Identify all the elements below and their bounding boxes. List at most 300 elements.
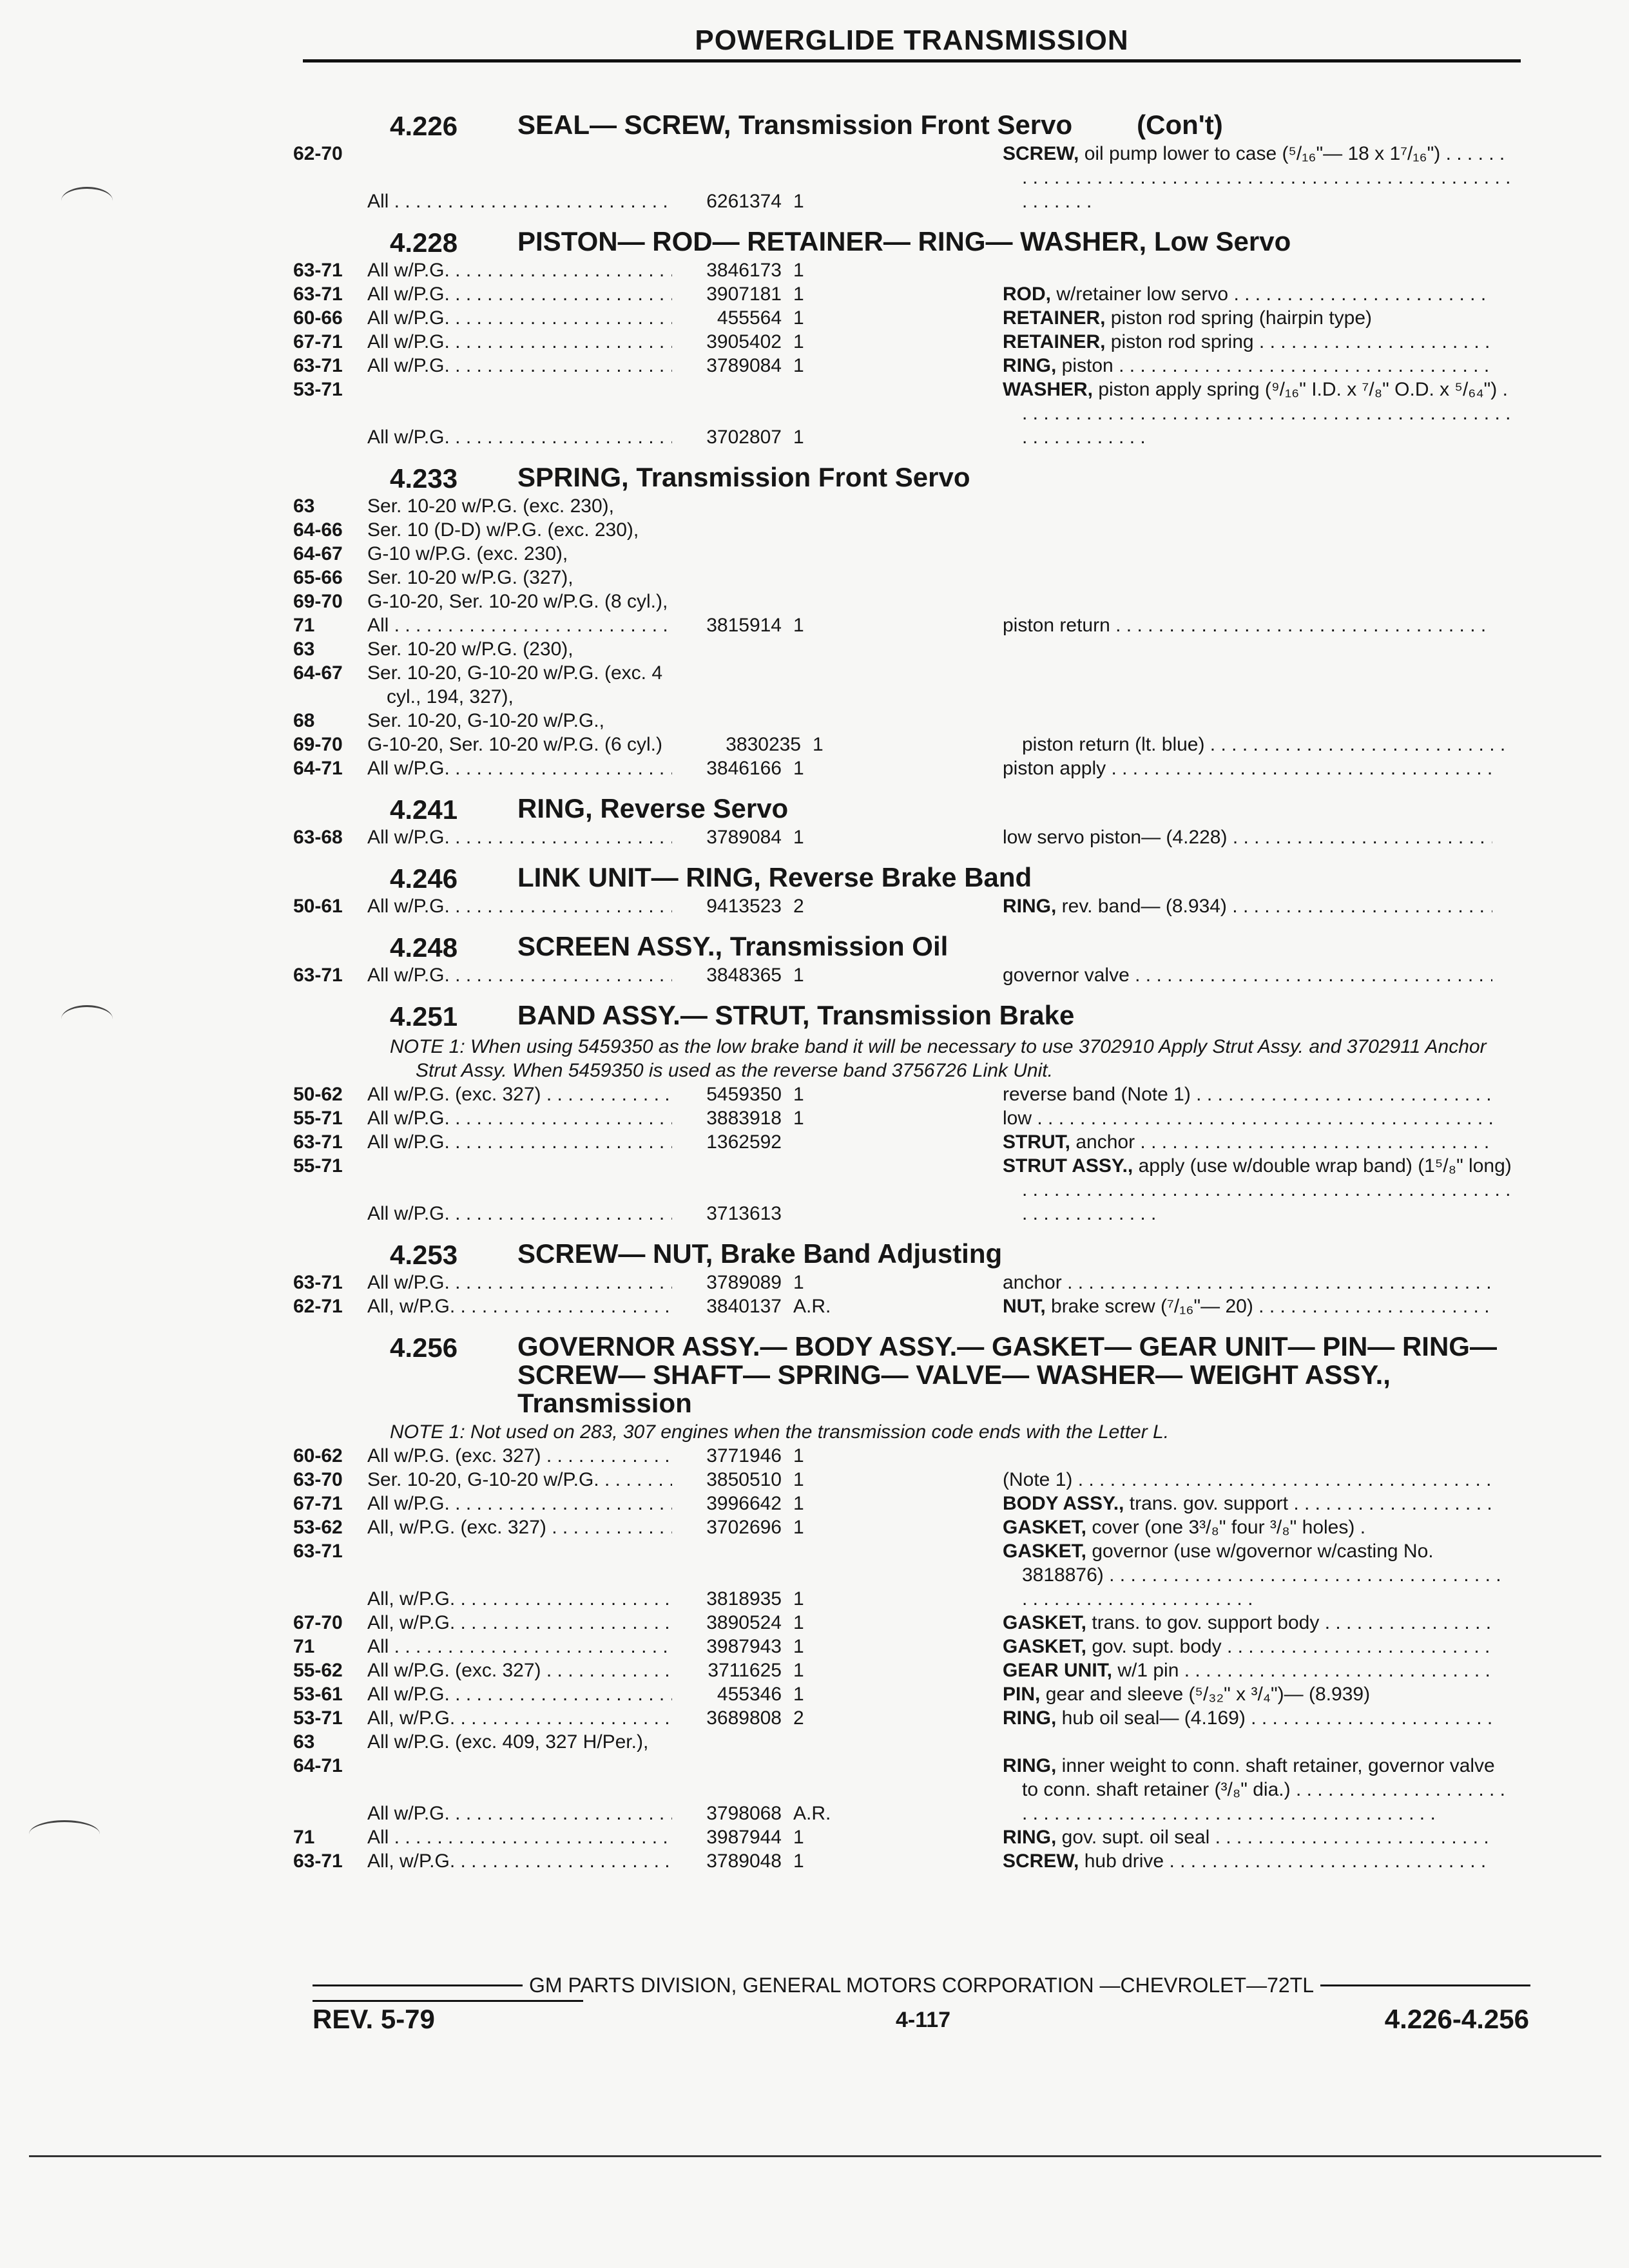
model-year: 64-71 — [293, 758, 343, 779]
part-row — [293, 963, 1530, 987]
part-row — [293, 1539, 1530, 1611]
part-keyword: WASHER, — [1003, 379, 1094, 400]
part-row — [293, 1444, 1530, 1468]
model-year: 50-62 — [293, 1084, 343, 1105]
model-year: 67-70 — [293, 1612, 343, 1633]
model-year: 63 — [293, 1731, 315, 1753]
part-keyword: RING, — [1003, 1755, 1057, 1776]
quantity: 1 — [793, 191, 804, 212]
section-number: 4.228 — [390, 227, 458, 258]
part-number: 3846166 — [706, 758, 782, 779]
part-keyword: RETAINER, — [1003, 331, 1106, 352]
part-detail: apply (use w/double wrap band) (1⁵/₈" long) — [1133, 1155, 1512, 1177]
model-applicability: All w/P.G. . . . — [367, 894, 672, 918]
part-row — [293, 1515, 1530, 1539]
part-row — [293, 613, 1530, 637]
part-number: 6261374 — [706, 191, 782, 212]
section-title-text: SEAL— SCREW, Transmission Front Servo — [517, 110, 1073, 140]
continued-label: (Con't) — [1137, 110, 1223, 140]
quantity: 1 — [793, 965, 804, 986]
section-number: 4.256 — [390, 1332, 458, 1363]
model-year: 63-70 — [293, 1469, 343, 1490]
section-heading — [293, 111, 1530, 142]
part-row — [293, 894, 1530, 918]
quantity: 1 — [793, 1445, 804, 1466]
model-applicability: All w/P.G. . . . — [367, 1802, 672, 1825]
part-description — [848, 1754, 1512, 1825]
quantity: 1 — [793, 1517, 804, 1538]
model-year: 50-61 — [293, 896, 343, 917]
model-year: 71 — [293, 615, 315, 636]
quantity: 1 — [793, 1084, 804, 1105]
part-detail: trans. to gov. support body — [1086, 1612, 1320, 1633]
model-year: 64-71 — [293, 1755, 343, 1776]
part-number: 3702696 — [706, 1517, 782, 1538]
model-year: 55-71 — [293, 1155, 343, 1177]
part-description — [848, 1658, 1492, 1682]
part-number: 3905402 — [706, 331, 782, 352]
model-year: 63 — [293, 639, 315, 660]
model-applicability: G-10 w/P.G. (exc. 230), — [367, 543, 568, 564]
page-header — [303, 24, 1521, 62]
model-year: 62-70 — [293, 143, 343, 164]
part-row — [293, 661, 1530, 709]
part-row — [293, 733, 1530, 756]
part-number: 3883918 — [706, 1108, 782, 1129]
model-applicability: All, w/P.G. . . . — [367, 1706, 672, 1730]
part-detail: gear and sleeve (⁵/₃₂" x ³/₄")— (8.939) — [1040, 1684, 1371, 1705]
page-title: POWERGLIDE TRANSMISSION — [695, 24, 1129, 56]
model-applicability: All w/P.G. . . . — [367, 425, 672, 449]
part-detail: oil pump lower to case (⁵/₁₆"— 18 x 1⁷/₁₆") — [1079, 143, 1441, 164]
model-year: 53-71 — [293, 1707, 343, 1729]
model-year: 63-71 — [293, 260, 343, 281]
part-row — [293, 494, 1530, 518]
part-description — [848, 1492, 1492, 1515]
model-applicability: All . . . — [367, 613, 672, 637]
part-row — [293, 1271, 1530, 1294]
section-title-text: PISTON— ROD— RETAINER— RING— WASHER, Low Servo — [517, 226, 1291, 256]
part-number: 455564 — [717, 307, 782, 329]
part-row — [293, 258, 1530, 282]
part-description — [848, 1539, 1512, 1611]
part-number: 3689808 — [706, 1707, 782, 1729]
part-detail: anchor — [1070, 1131, 1135, 1153]
part-row — [293, 1658, 1530, 1682]
part-number: 3789084 — [706, 355, 782, 376]
part-number: 3996642 — [706, 1493, 782, 1514]
part-number: 3713613 — [706, 1203, 782, 1224]
model-applicability: All, w/P.G. . . . — [367, 1587, 672, 1611]
model-applicability: All w/P.G. . . . — [367, 1492, 672, 1515]
part-keyword: STRUT, — [1003, 1131, 1070, 1153]
model-year: 63-71 — [293, 965, 343, 986]
quantity: 1 — [793, 1850, 804, 1872]
part-description — [848, 1106, 1492, 1130]
part-number: 5459350 — [706, 1084, 782, 1105]
model-applicability: Ser. 10-20, G-10-20 w/P.G. . . . — [367, 1468, 672, 1492]
part-number: 3771946 — [706, 1445, 782, 1466]
section-title — [517, 1332, 1513, 1418]
model-applicability: All . . . — [367, 1635, 672, 1658]
model-applicability: All, w/P.G. . . . — [367, 1611, 672, 1635]
section-number: 4.233 — [390, 463, 458, 494]
part-description — [848, 613, 1492, 637]
part-detail: inner weight to conn. shaft retainer, governor valve to conn. shaft retainer (³/₈" dia.) — [1022, 1755, 1495, 1800]
part-row — [293, 1706, 1530, 1730]
quantity: 1 — [793, 1588, 804, 1610]
footer-publisher: GM PARTS DIVISION, GENERAL MOTORS CORPORATION —CHEVROLET—72TL — [529, 1974, 1314, 1997]
part-description — [848, 354, 1492, 378]
section-heading — [293, 1240, 1530, 1271]
model-applicability: Ser. 10-20 w/P.G. (327), — [367, 567, 574, 588]
model-applicability: Ser. 10-20 w/P.G. (230), — [367, 639, 574, 660]
binder-mark — [61, 1005, 113, 1033]
section-number: 4.248 — [390, 932, 458, 963]
part-detail: piston rod spring (hairpin type) — [1105, 307, 1372, 329]
model-applicability: All w/P.G. . . . — [367, 1130, 672, 1154]
section-heading — [293, 1001, 1530, 1032]
quantity: 1 — [793, 758, 804, 779]
quantity: 1 — [793, 1469, 804, 1490]
model-year: 60-66 — [293, 307, 343, 329]
quantity: 1 — [793, 1612, 804, 1633]
part-number: 3789084 — [706, 827, 782, 848]
model-year: 63-71 — [293, 1131, 343, 1153]
part-row — [293, 709, 1530, 733]
part-description — [848, 1082, 1492, 1106]
part-row — [293, 1294, 1530, 1318]
part-number: 3830235 — [726, 734, 801, 755]
model-applicability: All w/P.G. . . . — [367, 756, 672, 780]
part-row — [293, 1106, 1530, 1130]
parts-catalog — [293, 111, 1530, 1873]
part-detail: piston return — [1003, 615, 1110, 636]
quantity: 1 — [793, 1660, 804, 1681]
section-range: 4.226-4.256 — [1384, 2004, 1529, 2034]
part-row — [293, 1611, 1530, 1635]
model-year: 69-70 — [293, 734, 343, 755]
model-year: 63-71 — [293, 1272, 343, 1293]
model-applicability: All . . . — [367, 1825, 672, 1849]
part-row — [293, 1154, 1530, 1225]
model-year: 67-71 — [293, 331, 343, 352]
quantity: 1 — [793, 284, 804, 305]
section-title — [517, 1240, 1513, 1268]
part-detail: w/retainer low servo — [1051, 284, 1229, 305]
part-description — [848, 1130, 1492, 1154]
part-detail: cover (one 3³/₈" four ³/₈" holes) . — [1086, 1517, 1366, 1538]
quantity: 1 — [793, 427, 804, 448]
part-description — [848, 142, 1512, 213]
part-number: 3850510 — [706, 1469, 782, 1490]
part-description — [848, 1849, 1492, 1873]
part-detail: (Note 1) — [1003, 1469, 1073, 1490]
part-detail: rev. band— (8.934) — [1056, 896, 1227, 917]
model-year: 63-71 — [293, 1850, 343, 1872]
quantity: 1 — [813, 734, 824, 755]
part-description — [848, 330, 1492, 354]
part-keyword: BODY ASSY., — [1003, 1493, 1124, 1514]
model-year: 71 — [293, 1827, 315, 1848]
bottom-rule — [29, 2155, 1601, 2157]
section-title — [517, 111, 1513, 139]
model-year: 63-71 — [293, 284, 343, 305]
part-row — [293, 1635, 1530, 1658]
model-year: 63-71 — [293, 355, 343, 376]
part-detail: gov. supt. body — [1086, 1636, 1222, 1657]
quantity: 1 — [793, 827, 804, 848]
model-applicability: All w/P.G. . . . — [367, 306, 672, 330]
model-year: 68 — [293, 710, 315, 731]
part-description — [848, 1682, 1492, 1706]
part-number: 3702807 — [706, 427, 782, 448]
model-applicability: All w/P.G. (exc. 409, 327 H/Per.), — [367, 1731, 649, 1753]
part-detail: governor (use w/governor w/casting No. 3818876) — [1022, 1541, 1434, 1586]
model-year: 55-62 — [293, 1660, 343, 1681]
section-title-text: BAND ASSY.— STRUT, Transmission Brake — [517, 1000, 1075, 1030]
section-title — [517, 794, 1513, 823]
model-applicability: All, w/P.G. . . . — [367, 1849, 672, 1873]
quantity: 1 — [793, 1827, 804, 1848]
quantity: 1 — [793, 260, 804, 281]
part-description — [848, 1271, 1492, 1294]
model-year: 53-61 — [293, 1684, 343, 1705]
model-year: 65-66 — [293, 567, 343, 588]
quantity: 1 — [793, 615, 804, 636]
rev-rule — [313, 2000, 583, 2002]
part-keyword: RING, — [1003, 355, 1057, 376]
quantity: 2 — [793, 896, 804, 917]
section-title — [517, 463, 1513, 492]
part-keyword: RETAINER, — [1003, 307, 1106, 329]
part-keyword: STRUT ASSY., — [1003, 1155, 1133, 1177]
part-detail: piston apply — [1003, 758, 1106, 779]
part-row — [293, 566, 1530, 590]
part-keyword: ROD, — [1003, 284, 1051, 305]
footer-publisher-line — [313, 1974, 1530, 1997]
quantity: 1 — [793, 1493, 804, 1514]
part-number: 9413523 — [706, 896, 782, 917]
part-keyword: GASKET, — [1003, 1612, 1087, 1633]
part-row — [293, 306, 1530, 330]
model-applicability: All w/P.G. . . . — [367, 963, 672, 987]
part-detail: governor valve — [1003, 965, 1130, 986]
part-description — [848, 1468, 1492, 1492]
model-applicability: All w/P.G. (exc. 327) . . . — [367, 1658, 672, 1682]
section-heading — [293, 227, 1530, 258]
section-note: NOTE 1: When using 5459350 as the low brake band it will be necessary to use 3702910 Apply Strut Assy. and 3702911 Anchor Strut Assy. When 5459350 is used as the reverse band 3756726 Link Unit. — [390, 1036, 1487, 1081]
part-detail: piston return (lt. blue) — [1022, 734, 1205, 755]
revision-label: REV. 5-79 — [313, 2004, 435, 2034]
model-applicability: All w/P.G. . . . — [367, 282, 672, 306]
part-row — [293, 1492, 1530, 1515]
model-applicability: Ser. 10-20 w/P.G. (exc. 230), — [367, 495, 614, 517]
model-year: 60-62 — [293, 1445, 343, 1466]
model-year: 53-62 — [293, 1517, 343, 1538]
footer-rule-left — [313, 1984, 523, 1986]
part-row — [293, 1082, 1530, 1106]
model-applicability: Ser. 10-20, G-10-20 w/P.G. (exc. 4 cyl., 194, 327), — [367, 662, 662, 707]
part-number: 3789089 — [706, 1272, 782, 1293]
part-row — [293, 518, 1530, 542]
model-year: 64-67 — [293, 662, 343, 684]
part-row — [293, 825, 1530, 849]
part-row — [293, 542, 1530, 566]
section-note: NOTE 1: Not used on 283, 307 engines when the transmission code ends with the Letter L. — [390, 1421, 1170, 1443]
part-number: 3987943 — [706, 1636, 782, 1657]
model-applicability: Ser. 10-20, G-10-20 w/P.G., — [367, 710, 604, 731]
model-year: 55-71 — [293, 1108, 343, 1129]
model-applicability: All w/P.G. . . . — [367, 1106, 672, 1130]
binder-mark — [61, 187, 113, 215]
part-row — [293, 330, 1530, 354]
part-description — [848, 1611, 1492, 1635]
section-title-text: SPRING, Transmission Front Servo — [517, 462, 970, 492]
page-number: 4-117 — [896, 2008, 951, 2032]
part-description — [848, 1706, 1492, 1730]
model-year: 63-71 — [293, 1541, 343, 1562]
section-number: 4.251 — [390, 1001, 458, 1032]
model-applicability: All w/P.G. . . . — [367, 1271, 672, 1294]
part-detail: piston apply spring (⁹/₁₆" I.D. x ⁷/₈" O.D. x ⁵/₆₄") — [1093, 379, 1498, 400]
section-title — [517, 863, 1513, 892]
part-description — [848, 756, 1492, 780]
part-row — [293, 1754, 1530, 1825]
part-description — [848, 1154, 1512, 1225]
part-detail: low — [1003, 1108, 1032, 1129]
part-description — [848, 963, 1492, 987]
model-applicability: All, w/P.G. . . . — [367, 1294, 672, 1318]
part-number: 3711625 — [708, 1660, 782, 1681]
quantity: A.R. — [793, 1296, 831, 1317]
section-title-text: RING, Reverse Servo — [517, 793, 789, 823]
quantity: 1 — [793, 331, 804, 352]
quantity: 1 — [793, 1108, 804, 1129]
part-row — [293, 354, 1530, 378]
part-number: 3840137 — [706, 1296, 782, 1317]
model-year: 63-68 — [293, 827, 343, 848]
part-number: 3907181 — [706, 284, 782, 305]
section-number: 4.226 — [390, 111, 458, 141]
section-title — [517, 227, 1513, 256]
part-keyword: GEAR UNIT, — [1003, 1660, 1113, 1681]
part-keyword: RING, — [1003, 896, 1057, 917]
model-applicability: All . . . — [367, 189, 672, 213]
part-number: 3798068 — [706, 1803, 782, 1824]
model-year: 63 — [293, 495, 315, 517]
part-description — [867, 733, 1512, 756]
part-detail: anchor — [1003, 1272, 1062, 1293]
model-applicability: G-10-20, Ser. 10-20 w/P.G. (6 cyl.) — [367, 734, 662, 755]
model-year: 64-66 — [293, 519, 343, 541]
part-row — [293, 1130, 1530, 1154]
part-keyword: GASKET, — [1003, 1517, 1087, 1538]
part-description — [848, 282, 1492, 306]
part-keyword: SCREW, — [1003, 143, 1079, 164]
quantity: 1 — [793, 1636, 804, 1657]
part-description — [848, 378, 1512, 449]
model-applicability: Ser. 10 (D-D) w/P.G. (exc. 230), — [367, 519, 639, 541]
part-row — [293, 1682, 1530, 1706]
section-heading — [293, 463, 1530, 494]
part-row — [293, 378, 1530, 449]
part-description — [848, 306, 1492, 330]
model-year: 71 — [293, 1636, 315, 1657]
part-number: 3815914 — [706, 615, 782, 636]
section-number: 4.253 — [390, 1240, 458, 1270]
section-title-text: GOVERNOR ASSY.— BODY ASSY.— GASKET— GEAR UNIT— PIN— RING— SCREW— SHAFT— SPRING— VALVE— WASHER— WEIGHT ASSY., Transmission — [517, 1331, 1497, 1418]
part-number: 3987944 — [706, 1827, 782, 1848]
part-keyword: RING, — [1003, 1827, 1057, 1848]
part-number: 455346 — [717, 1684, 782, 1705]
part-row — [293, 637, 1530, 661]
model-year: 62-71 — [293, 1296, 343, 1317]
part-description — [848, 1635, 1492, 1658]
quantity: A.R. — [793, 1803, 831, 1824]
section-heading — [293, 794, 1530, 825]
part-row — [293, 282, 1530, 306]
part-row — [293, 590, 1530, 613]
part-number: 3848365 — [706, 965, 782, 986]
section-title-text: LINK UNIT— RING, Reverse Brake Band — [517, 862, 1032, 892]
quantity: 2 — [793, 1707, 804, 1729]
part-row — [293, 756, 1530, 780]
part-keyword: RING, — [1003, 1707, 1057, 1729]
part-detail: hub drive — [1079, 1850, 1164, 1872]
model-year: 69-70 — [293, 591, 343, 612]
part-detail: piston rod spring — [1105, 331, 1254, 352]
model-applicability: All w/P.G. . . . — [367, 825, 672, 849]
part-row — [293, 142, 1530, 213]
part-keyword: PIN, — [1003, 1684, 1041, 1705]
quantity: 1 — [793, 1684, 804, 1705]
quantity: 1 — [793, 307, 804, 329]
model-applicability: All w/P.G. . . . — [367, 330, 672, 354]
quantity: 1 — [793, 1272, 804, 1293]
part-row — [293, 1849, 1530, 1873]
section-number: 4.241 — [390, 794, 458, 825]
model-applicability: All w/P.G. . . . — [367, 258, 672, 282]
part-number: 3890524 — [706, 1612, 782, 1633]
model-year: 53-71 — [293, 379, 343, 400]
model-year: 64-67 — [293, 543, 343, 564]
part-number: 1362592 — [706, 1131, 782, 1153]
section-heading — [293, 932, 1530, 963]
part-detail: w/1 pin — [1112, 1660, 1179, 1681]
part-row — [293, 1468, 1530, 1492]
part-number: 3789048 — [706, 1850, 782, 1872]
section-number: 4.246 — [390, 863, 458, 894]
section-heading — [293, 863, 1530, 894]
part-detail: low servo piston— (4.228) — [1003, 827, 1228, 848]
part-row — [293, 1730, 1530, 1754]
model-applicability: G-10-20, Ser. 10-20 w/P.G. (8 cyl.), — [367, 591, 668, 612]
section-title — [517, 932, 1513, 961]
part-description — [848, 894, 1492, 918]
part-description — [848, 825, 1492, 849]
section-title-text: SCREEN ASSY., Transmission Oil — [517, 931, 949, 961]
model-applicability: All w/P.G. . . . — [367, 1682, 672, 1706]
model-applicability: All w/P.G. (exc. 327) . . . — [367, 1082, 672, 1106]
part-detail: hub oil seal— (4.169) — [1056, 1707, 1246, 1729]
model-applicability: All, w/P.G. (exc. 327) . . . — [367, 1515, 672, 1539]
part-description — [848, 1515, 1492, 1539]
model-applicability: All w/P.G. . . . — [367, 354, 672, 378]
part-keyword: GASKET, — [1003, 1636, 1087, 1657]
part-keyword: NUT, — [1003, 1296, 1046, 1317]
part-detail: brake screw (⁷/₁₆"— 20) — [1045, 1296, 1253, 1317]
